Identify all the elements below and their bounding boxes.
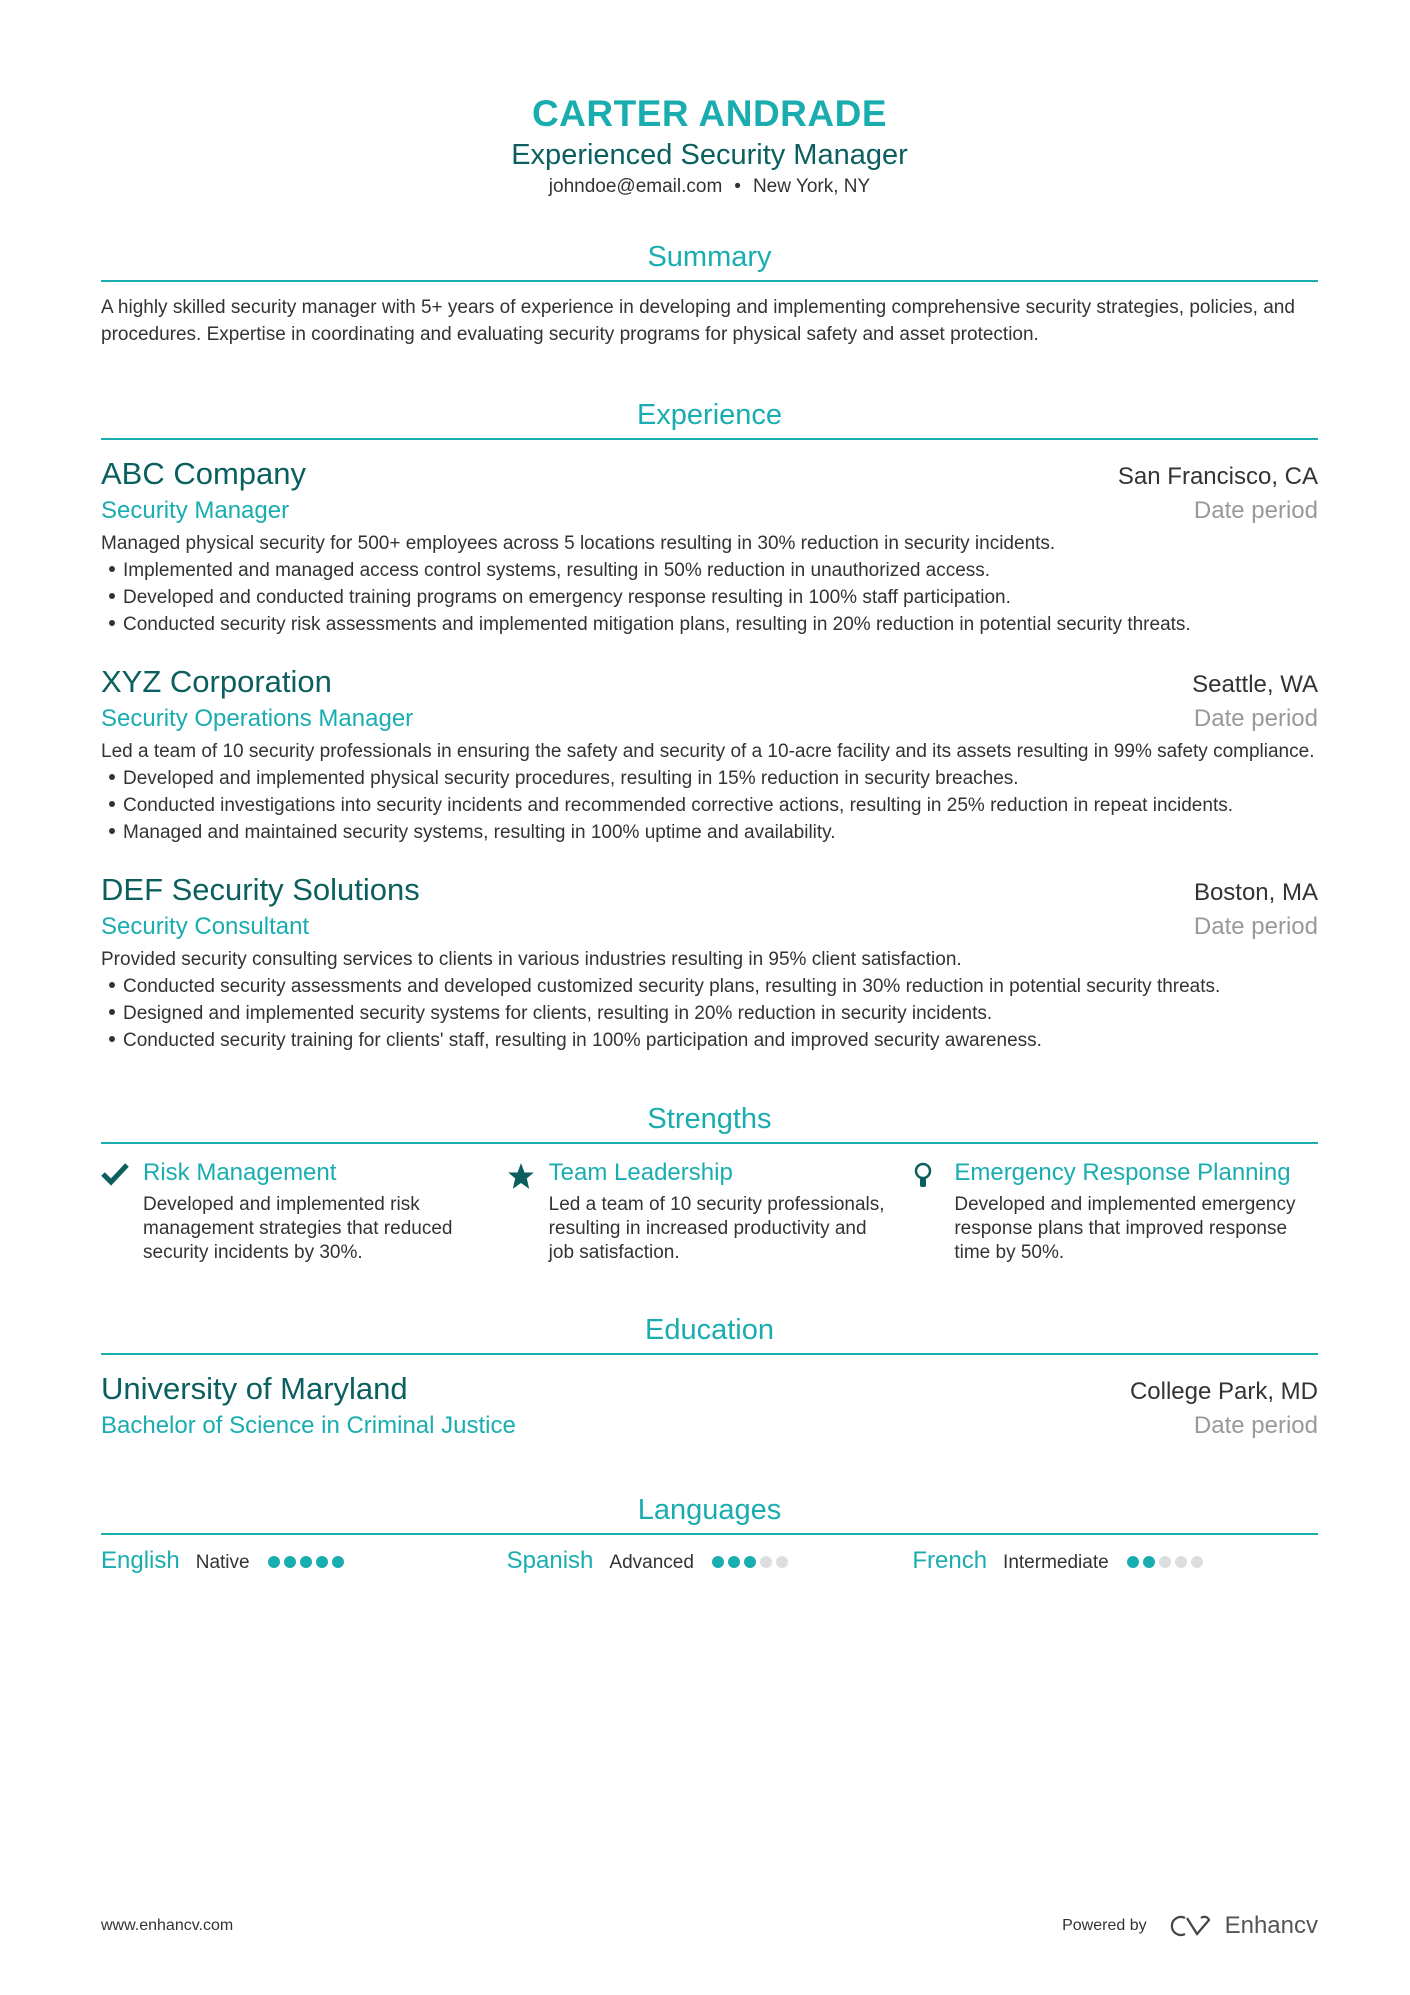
separator: • (734, 176, 741, 197)
strengths-heading: Strengths (101, 1100, 1318, 1144)
languages-list (101, 1547, 1318, 1575)
rating-dot (300, 1556, 312, 1568)
job-description: Led a team of 10 security professionals in ensuring the safety and security of a 10-acre facility and its assets resulting in 99% safety compliance. (101, 741, 1315, 762)
languages-heading: Languages (101, 1491, 1318, 1535)
job-date: Date period (1193, 497, 1318, 524)
rating-dot (1175, 1556, 1187, 1568)
rating-dot (776, 1556, 788, 1568)
rating-dot (316, 1556, 328, 1568)
rating-dot (1127, 1556, 1139, 1568)
strength-description: Led a team of 10 security professionals, resulting in increased productivity and job satisfaction. (548, 1194, 885, 1263)
language-name: Spanish (506, 1547, 594, 1574)
star-icon (507, 1158, 549, 1265)
bullet: Conducted security training for clients' staff, resulting in 100% participation and improved security awareness. (101, 1027, 1318, 1054)
bullet: Developed and conducted training programs on emergency response resulting in 100% staff participation. (101, 584, 1318, 611)
resume (101, 0, 1318, 1575)
resume-header (101, 92, 1318, 200)
email[interactable]: johndoe@email.com (548, 176, 723, 197)
candidate-title: Experienced Security Manager (511, 139, 908, 171)
strength-title: Emergency Response Planning (954, 1159, 1291, 1186)
powered-by (1062, 1912, 1318, 1940)
bullet: Conducted security risk assessments and implemented mitigation plans, resulting in 20% reduction in potential security threats. (101, 611, 1318, 638)
rating-dot (284, 1556, 296, 1568)
job-date: Date period (1193, 705, 1318, 732)
location: New York, NY (752, 176, 871, 197)
strength-description: Developed and implemented risk management strategies that reduced security incidents by 30%. (143, 1194, 453, 1263)
language-rating (268, 1556, 344, 1568)
powered-by-label: Powered by (1062, 1917, 1147, 1934)
lightbulb-icon (912, 1158, 954, 1265)
education-entry (101, 1369, 1318, 1443)
rating-dot (712, 1556, 724, 1568)
degree: Bachelor of Science in Criminal Justice (101, 1412, 516, 1439)
strength-item (507, 1158, 913, 1265)
job-role: Security Manager (101, 497, 290, 524)
language-rating (712, 1556, 788, 1568)
job-description: Managed physical security for 500+ employees across 5 locations resulting in 30% reduction in security incidents. (101, 533, 1056, 554)
rating-dot (760, 1556, 772, 1568)
education-date: Date period (1193, 1412, 1318, 1439)
job-role: Security Operations Manager (101, 705, 414, 732)
bullet: Conducted investigations into security incidents and recommended corrective actions, resulting in 25% reduction in repeat incidents. (101, 792, 1318, 819)
rating-dot (728, 1556, 740, 1568)
rating-dot (332, 1556, 344, 1568)
language-item (101, 1547, 507, 1575)
footer (101, 1912, 1318, 1940)
school-location: College Park, MD (1129, 1378, 1318, 1405)
job-bullets (101, 765, 1318, 846)
job-bullets (101, 557, 1318, 638)
company-name: ABC Company (101, 456, 307, 491)
bullet: Implemented and managed access control systems, resulting in 50% reduction in unauthorized access. (101, 557, 1318, 584)
website-link[interactable]: www.enhancv.com (101, 1917, 234, 1934)
job-entry (101, 454, 1318, 638)
brand-name: Enhancv (1224, 1912, 1318, 1939)
job-entry (101, 662, 1318, 846)
bullet: Developed and implemented physical security procedures, resulting in 15% reduction in security breaches. (101, 765, 1318, 792)
experience-list (101, 454, 1318, 1054)
enhancv-logo (1169, 1912, 1318, 1940)
language-level: Native (195, 1552, 250, 1573)
bullet: Designed and implemented security systems for clients, resulting in 20% reduction in security incidents. (101, 1000, 1318, 1027)
rating-dot (268, 1556, 280, 1568)
contact-line (101, 174, 1318, 200)
check-icon (101, 1158, 143, 1265)
bullet: Managed and maintained security systems, resulting in 100% uptime and availability. (101, 819, 1318, 846)
strengths-list (101, 1158, 1318, 1265)
job-role: Security Consultant (101, 913, 310, 940)
strength-title: Team Leadership (548, 1159, 733, 1186)
strength-item (912, 1158, 1318, 1265)
experience-heading: Experience (101, 396, 1318, 440)
education-heading: Education (101, 1311, 1318, 1355)
language-level: Advanced (609, 1552, 694, 1573)
rating-dot (1159, 1556, 1171, 1568)
summary-text: A highly skilled security manager with 5+ years of experience in developing and implementing comprehensive security strategies, policies, and procedures. Expertise in coordinating and evaluating security programs for physical safety and asset protection. (101, 297, 1295, 345)
language-name: French (912, 1547, 988, 1574)
job-location: Seattle, WA (1192, 671, 1318, 698)
job-location: Boston, MA (1193, 879, 1318, 906)
bullet: Conducted security assessments and developed customized security plans, resulting in 30% reduction in potential security threats. (101, 973, 1318, 1000)
summary-heading: Summary (101, 238, 1318, 282)
language-item (507, 1547, 913, 1575)
language-level: Intermediate (1003, 1552, 1109, 1573)
candidate-name: CARTER ANDRADE (531, 93, 888, 134)
job-bullets (101, 973, 1318, 1054)
job-description: Provided security consulting services to clients in various industries resulting in 95% client satisfaction. (101, 949, 962, 970)
strength-title: Risk Management (143, 1159, 337, 1186)
strength-description: Developed and implemented emergency response plans that improved response time by 50%. (954, 1194, 1296, 1263)
school-name: University of Maryland (101, 1371, 408, 1406)
job-entry (101, 870, 1318, 1054)
company-name: XYZ Corporation (101, 664, 332, 699)
rating-dot (1143, 1556, 1155, 1568)
enhancv-logo-icon (1169, 1914, 1215, 1938)
rating-dot (744, 1556, 756, 1568)
language-name: English (101, 1547, 180, 1574)
language-rating (1127, 1556, 1203, 1568)
company-name: DEF Security Solutions (101, 872, 420, 907)
rating-dot (1191, 1556, 1203, 1568)
language-item (912, 1547, 1318, 1575)
job-date: Date period (1193, 913, 1318, 940)
strength-item (101, 1158, 507, 1265)
job-location: San Francisco, CA (1117, 463, 1318, 490)
